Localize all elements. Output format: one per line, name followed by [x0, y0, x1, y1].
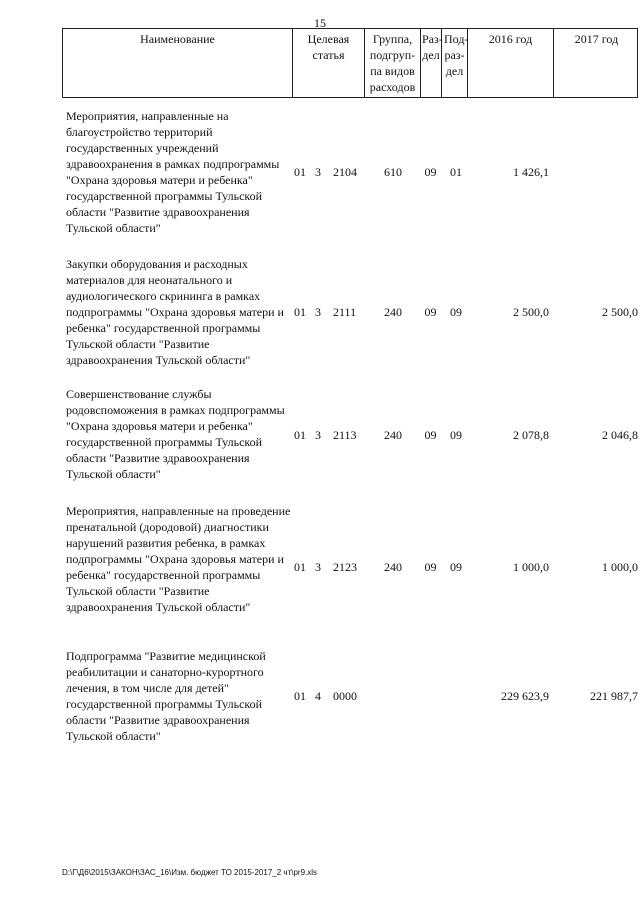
row-2016: 2 078,8: [513, 428, 549, 442]
row-target-3: 2123: [333, 560, 357, 574]
row-group: 240: [384, 305, 402, 319]
row-2016: 1 000,0: [513, 560, 549, 574]
row-target-3: 2111: [333, 305, 357, 319]
row-podrazdel: 01: [450, 165, 462, 179]
row-group: 240: [384, 428, 402, 442]
row-razdel: 09: [424, 305, 437, 319]
row-target-1: 01: [294, 165, 306, 179]
row-group: 610: [384, 165, 402, 179]
header-group: Группа, подгруп-па видов расходов: [365, 29, 421, 97]
header-2016: 2016 год: [468, 29, 554, 97]
row-2017: 2 500,0: [602, 305, 638, 319]
row-razdel: 09: [424, 165, 437, 179]
row-name: Мероприятия, направленные на благоустройство территорий государственных учреждений здравоохранения в рамках подпрограммы "Охрана здоровья матери и ребенка" государственной программы Тульской области "Развитие здравоохранения Тульской области": [66, 109, 280, 235]
row-target-1: 01: [294, 560, 306, 574]
row-target-2: 3: [315, 560, 321, 574]
row-target-2: 3: [315, 428, 321, 442]
row-podrazdel: 09: [450, 560, 462, 574]
row-2016: 229 623,9: [501, 689, 549, 703]
table-header: [62, 28, 638, 98]
row-target-2: 3: [315, 305, 321, 319]
header-podrazdel: Под-раз-дел: [442, 29, 468, 97]
row-name: Мероприятия, направленные на проведение пренатальной (дородовой) диагностики нарушений развития ребенка, в рамках подпрограммы "Охрана здоровья матери и ребенка" государственной программы Тульской области "Развитие здравоохранения Тульской области": [66, 504, 291, 614]
row-2017: 2 046,8: [602, 428, 638, 442]
row-target-1: 01: [294, 305, 306, 319]
row-name: Совершенствование службы родовспоможения в рамках подпрограммы "Охрана здоровья матери и ребенка" государственной программы Тульской области "Развитие здравоохранения Тульской области": [66, 387, 285, 481]
row-razdel: 09: [424, 560, 437, 574]
row-razdel: 09: [424, 428, 437, 442]
row-name: Закупки оборудования и расходных материалов для неонатального и аудиологического скрининга в рамках подпрограммы "Охрана здоровья матери и ребенка" государственной программы Тульской области "Развитие здравоохранения Тульской области": [66, 257, 284, 367]
row-target-3: 2104: [333, 165, 357, 179]
row-target-3: 0000: [333, 689, 357, 703]
row-target-2: 4: [315, 689, 321, 703]
row-2016: 2 500,0: [513, 305, 549, 319]
row-target-2: 3: [315, 165, 321, 179]
file-path-footer: D:\Г\Д6\2015\ЗАКОН\ЗАС_16\Изм. бюджет ТО 2015-2017_2 чт\pr9.xls: [62, 868, 318, 877]
row-group: 240: [384, 560, 402, 574]
header-razdel: Раз-дел: [421, 29, 442, 97]
row-2016: 1 426,1: [513, 165, 549, 179]
header-2017: 2017 год: [574, 32, 619, 46]
row-2017: 1 000,0: [602, 560, 638, 574]
row-name: Подпрограмма "Развитие медицинской реабилитации и санаторно-курортного лечения, в том числе для детей" государственной программы Тульской области "Развитие здравоохранения Тульской области": [66, 649, 266, 743]
header-target: Целевая статья: [293, 29, 365, 97]
row-2017: 221 987,7: [590, 689, 638, 703]
header-name: Наименование: [63, 29, 293, 97]
row-podrazdel: 09: [450, 305, 462, 319]
row-target-1: 01: [294, 428, 306, 442]
row-podrazdel: 09: [450, 428, 462, 442]
row-target-3: 2113: [333, 428, 357, 442]
row-target-1: 01: [294, 689, 306, 703]
page-number: 15: [314, 16, 326, 30]
